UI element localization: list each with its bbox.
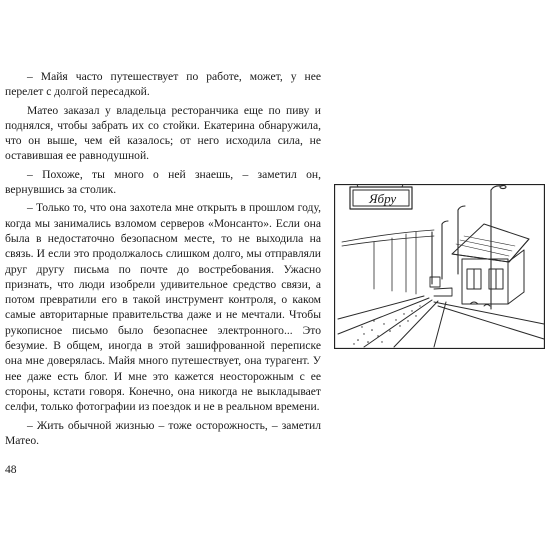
paragraph-1: – Майя часто путешествует по работе, может, у нее перелет с долгой пересадкой. bbox=[5, 70, 321, 99]
paragraph-3: – Похоже, ты много о ней знаешь, – заметил он, вернувшись за столик. bbox=[5, 167, 321, 197]
station-illustration bbox=[334, 184, 545, 349]
page-number: 48 bbox=[5, 463, 17, 476]
station-sign-text: Ябру bbox=[369, 191, 397, 206]
body-text bbox=[5, 69, 321, 451]
paragraph-2: Матео заказал у владельца ресторанчика еще по пиву и поднялся, чтобы забрать их со стойки. Екатерина обнаружила, что он выше, чем ей казалось; от него исходила сила, не оставившая ее равнодушной. bbox=[5, 103, 321, 163]
paragraph-5: – Жить обычной жизнью – тоже осторожность, – заметил Матео. bbox=[5, 418, 321, 447]
paragraph-4: – Только то, что она захотела мне открыть в прошлом году, когда мы занимались взломом серверов «Монсанто». Если она была в недостаточно безопасном месте, то не выходила на связь. И если это продолжалось слишком долго, мы отправляли друг другу письма по почте до востребования. Ужасно признать, что люди изобрели удивительное средство связи, а потом превратили его в такой инструмент контроля, о каком самые авторитарные правительства даже и не мечтали. Чтобы рукописное письмо было безопаснее электронного... Это безумие. В общем, иногда в этой зашифрованной переписке она мне доверялась. Майя много путешествует, она турагент. У нее даже есть блог. И мне это кажется неосторожным с ее стороны, кстати говоря. Конечно, она никогда не выкладывает селфи, только фотографии из поездок и не в реальном времени. bbox=[5, 201, 321, 414]
